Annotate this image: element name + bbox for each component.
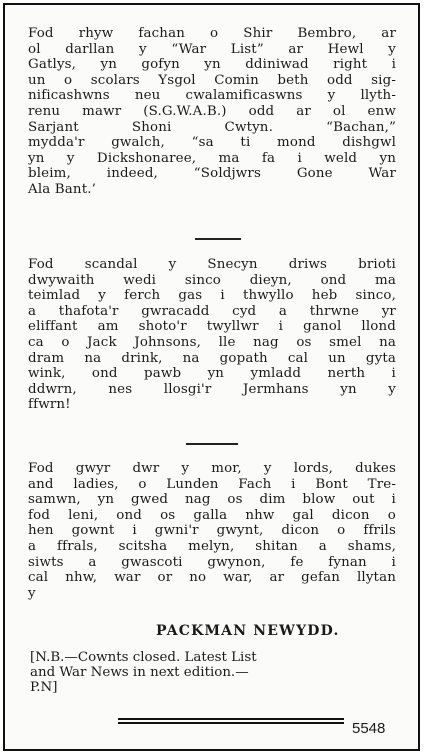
paragraph-lords-and-ladies	[28, 461, 396, 601]
text-line: eliffant am shoto'r twyllwr i ganol llond	[28, 319, 396, 335]
text-line: bleim, indeed, “Soldjwrs Gone War	[28, 166, 396, 182]
text-line: Fod scandal y Snecyn driws brioti	[28, 257, 396, 272]
text-line: samwn, yn gwed nag os dim blow out i	[28, 492, 396, 508]
signature: PACKMAN NEWYDD.	[156, 623, 340, 639]
text-line: hen gownt i gwni'r gwynt, dicon o ffrils	[28, 523, 396, 539]
text-line: P.N]	[30, 680, 58, 695]
text-line: and War News in next edition.—	[30, 665, 249, 680]
text-line: [N.B.—Cownts closed. Latest List	[30, 650, 257, 665]
text-line: Fod gwyr dwr y mor, y lords, dukes	[28, 461, 396, 476]
text-line: un o scolars Ysgol Comin beth odd sig-	[28, 72, 396, 88]
text-line: ddwrn, nes llosgi'r Jermhans yn y	[28, 381, 396, 397]
text-line: dram na drink, na gopath cal un gyta	[28, 350, 396, 366]
image-number: 5548	[352, 720, 386, 737]
text-line: ca o Jack Johnsons, lle nag os smel na	[28, 334, 396, 350]
text-line: wink, ond pawb yn ymladd nerth i	[28, 366, 396, 382]
text-line: fod leni, ond os galla nhw gal dicon o	[28, 507, 396, 523]
paragraph-scandal	[28, 257, 396, 413]
text-line: yn y Dickshonaree, ma fa i weld yn	[28, 150, 396, 166]
text-line: Fod rhyw fachan o Shir Bembro, ar	[28, 26, 396, 41]
section-divider	[186, 443, 238, 445]
text-line: teimlad y ferch gas i thwyllo heb sinco,	[28, 288, 396, 304]
text-line: Sarjant Shoni Cwtyn. “Bachan,”	[28, 119, 396, 135]
text-line: mydda'r gwalch, “sa ti mond dishgwl	[28, 135, 396, 151]
text-line: nificashwns neu cwalamificaswns y llyth-	[28, 88, 396, 104]
text-line: and ladies, o Lunden Fach i Bont Tre-	[28, 476, 396, 492]
text-line: siwts a gwascoti gwynon, fe fynan i	[28, 554, 396, 570]
text-line: y	[28, 585, 36, 601]
text-line: dwywaith wedi sinco dieyn, ond ma	[28, 272, 396, 288]
text-line: a thafota'r gwracadd cyd a thrwne yr	[28, 303, 396, 319]
text-line: ol darllan y “War List” ar Hewl y	[28, 41, 396, 57]
text-line: cal nhw, war or no war, ar gefan llytan	[28, 570, 396, 586]
text-line: ffwrn!	[28, 397, 71, 413]
paragraph-war-list	[28, 26, 396, 198]
text-line: Ala Bant.’	[28, 181, 97, 197]
text-line: Gatlys, yn gofyn yn ddiniwad right i	[28, 57, 396, 73]
editor-note	[30, 650, 398, 695]
end-rule	[118, 718, 344, 724]
text-line: renu mawr (S.G.W.A.B.) odd ar ol enw	[28, 103, 396, 119]
section-divider	[195, 238, 241, 240]
text-line: a ffrals, scitsha melyn, shitan a shams,	[28, 538, 396, 554]
